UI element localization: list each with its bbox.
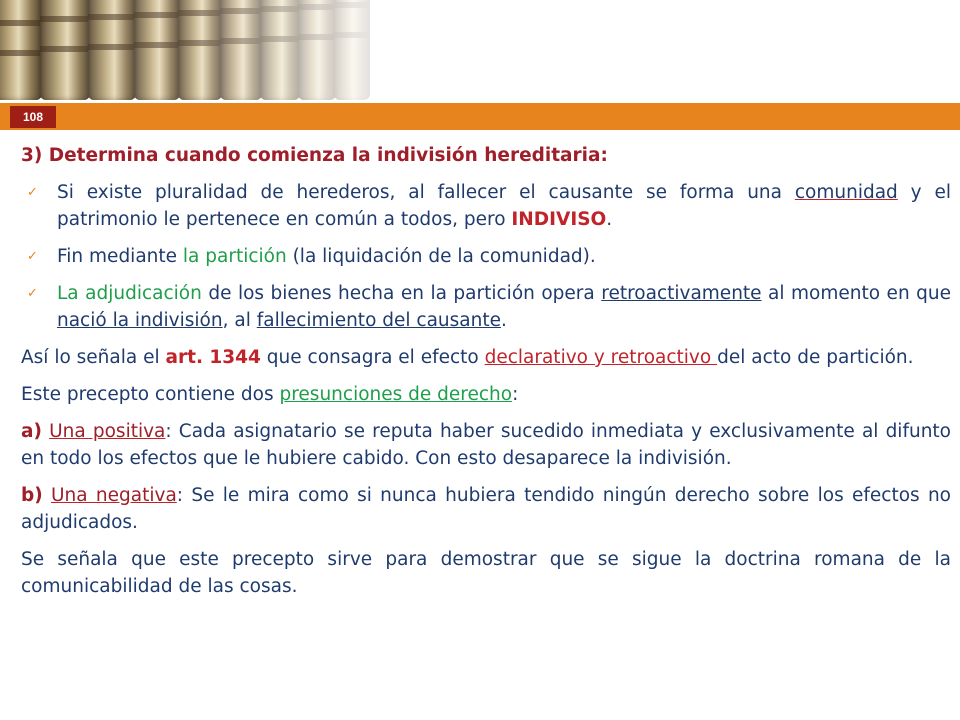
paragraph-text: : Cada asignatario se reputa haber sucedido inmediata y exclusivamente al difunto en todo los efectos que le hubiere cabido. Con esto desaparece la indivisión.	[21, 421, 951, 469]
header-books-image	[0, 0, 960, 110]
bullet-text: Si existe pluralidad de herederos, al fallecer el causante se forma una	[57, 182, 795, 203]
paragraph	[21, 482, 951, 536]
paragraph	[21, 344, 951, 371]
underlined-term: comunidad	[794, 182, 898, 203]
paragraph-text: que consagra el efecto	[260, 347, 485, 368]
underlined-term: nació la indivisión	[57, 310, 223, 331]
bullet-text: al momento en que	[761, 283, 952, 304]
underlined-term: Una positiva	[49, 421, 166, 442]
bullet-text: de los bienes hecha en la partición opera	[201, 283, 602, 304]
bullet-item	[21, 280, 951, 334]
paragraph	[21, 381, 951, 408]
bullet-text: .	[500, 310, 507, 331]
highlighted-term: la partición	[182, 246, 287, 267]
underlined-term: presunciones de derecho	[279, 384, 513, 405]
check-icon: ✓	[27, 286, 38, 301]
underlined-term: Una negativa	[51, 485, 177, 506]
header-orange-bar	[0, 103, 960, 130]
paragraph-text: Se señala que este precepto sirve para demostrar que se sigue la doctrina romana de la comunicabilidad de las cosas.	[21, 549, 951, 597]
paragraph-text: del acto de partición.	[717, 347, 914, 368]
bullet-text: .	[606, 209, 613, 230]
paragraph-text: : Se le mira como si nunca hubiera tendido ningún derecho sobre los efectos no adjudicados.	[21, 485, 952, 533]
paragraph-text: :	[512, 384, 519, 405]
list-label: b)	[21, 485, 43, 506]
bullet-text: Fin mediante	[57, 246, 183, 267]
section-heading: 3) Determina cuando comienza la indivisión hereditaria:	[21, 145, 608, 166]
bullet-text: (la liquidación de la comunidad).	[286, 246, 596, 267]
highlighted-term: La adjudicación	[57, 283, 202, 304]
paragraph-text: Este precepto contiene dos	[21, 384, 280, 405]
books-fade-overlay	[0, 0, 960, 110]
bullet-text: , al	[222, 310, 257, 331]
check-icon: ✓	[27, 249, 38, 264]
bullet-text: y el patrimonio le pertenece en común a todos, pero	[57, 182, 952, 230]
underlined-term: retroactivamente	[601, 283, 762, 304]
paragraph-text: Así lo señala el	[21, 347, 166, 368]
bullet-item	[21, 179, 951, 233]
emphasis-term: INDIVISO	[511, 209, 607, 230]
bullet-item	[21, 243, 951, 270]
slide-number: 108	[10, 106, 56, 128]
paragraph	[21, 418, 951, 472]
underlined-term: declarativo y retroactivo	[484, 347, 718, 368]
list-label: a)	[21, 421, 42, 442]
underlined-term: fallecimiento del causante	[256, 310, 501, 331]
paragraph	[21, 546, 951, 600]
article-reference: art. 1344	[165, 347, 261, 368]
slide-content	[21, 142, 951, 610]
check-icon: ✓	[27, 185, 38, 200]
